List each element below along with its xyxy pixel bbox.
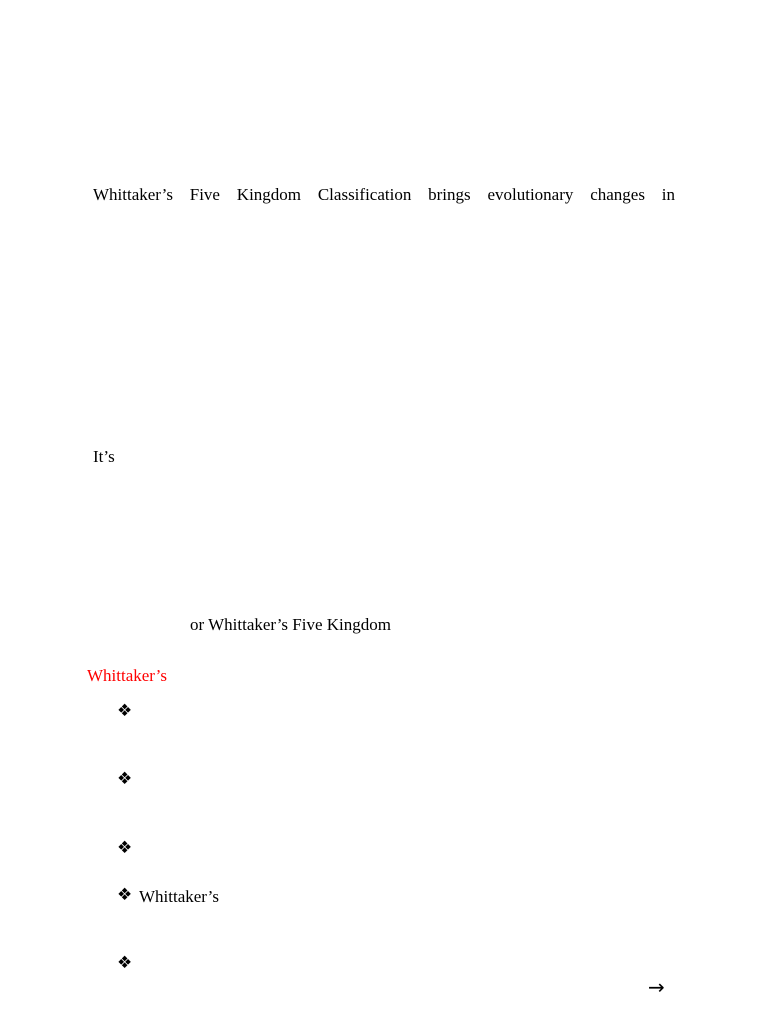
paragraph-its: It’s — [93, 447, 115, 466]
word: Whittaker’s — [93, 185, 173, 204]
right-arrow-icon: → — [648, 975, 665, 999]
bullet-diamond-icon: ❖ — [117, 838, 133, 858]
word: Five — [189, 185, 220, 204]
word: Kingdom — [236, 185, 302, 204]
word: in — [661, 185, 675, 204]
bullet-diamond-icon: ❖ — [117, 701, 133, 721]
word: changes — [590, 185, 645, 204]
word: brings — [428, 185, 471, 204]
paragraph-fragment: or Whittaker’s Five Kingdom — [190, 615, 391, 634]
word: evolutionary — [487, 185, 574, 204]
bullet-diamond-icon: ❖ — [117, 769, 133, 789]
bullet-diamond-icon: ❖ — [117, 953, 133, 973]
paragraph-intro-line — [93, 185, 675, 205]
word: Classification — [317, 185, 412, 204]
section-heading: Whittaker’s — [87, 666, 167, 685]
bullet-diamond-icon: ❖ — [117, 885, 133, 905]
bullet-text: Whittaker’s — [139, 887, 219, 906]
